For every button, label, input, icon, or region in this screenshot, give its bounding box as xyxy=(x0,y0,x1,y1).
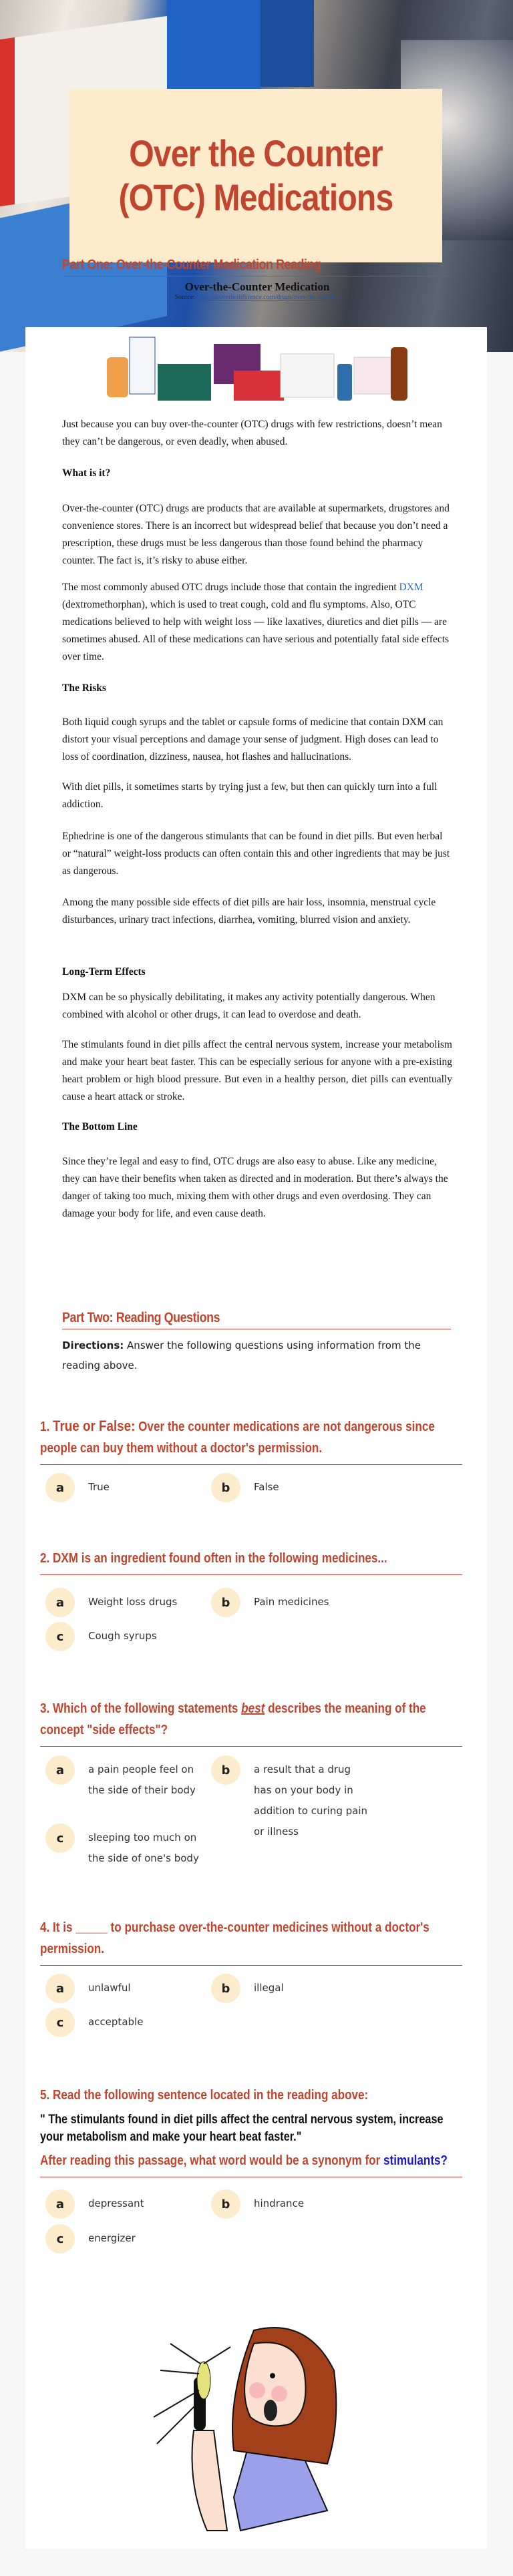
syrup-bottle xyxy=(391,347,407,401)
tavist-box xyxy=(281,354,334,397)
part-two-heading: Part Two: Reading Questions xyxy=(62,1310,451,1329)
what-heading: What is it? xyxy=(62,467,111,479)
risks-paragraph-2: With diet pills, it sometimes starts by trying just a few, but then can quickly turn into a full addiction. xyxy=(62,781,438,810)
q4-option-b[interactable]: b illegal xyxy=(211,1978,411,2003)
advil-box xyxy=(158,364,211,401)
source-link[interactable]: http://abovetheinfluence.com/drugs/over-the-counter/ xyxy=(196,294,340,301)
q4-option-a[interactable]: a unlawful xyxy=(45,1978,246,2003)
question-1: 1. True or False: Over the counter medications are not dangerous since people can buy them without a doctor's permission. xyxy=(40,1416,462,1465)
decongestant-box xyxy=(261,0,314,87)
q5-option-b[interactable]: b hindrance xyxy=(211,2193,411,2219)
long-term-paragraph-1: DXM can be so physically debilitating, it makes any activity potentially dangerous. When combined with alcohol or other drugs, it can lead to overdose and death. xyxy=(62,992,436,1020)
q4-option-c[interactable]: c acceptable xyxy=(45,2012,246,2037)
q5-option-a[interactable]: a depressant xyxy=(45,2193,246,2219)
q5-quote: " The stimulants found in diet pills affect the central nervous system, increase your metabolism and make your heart beat faster." xyxy=(40,2113,444,2144)
one-day-box xyxy=(354,357,391,394)
source-line xyxy=(62,294,452,301)
part-one-heading: Part One: Over-the-Counter Medication Reading xyxy=(62,257,451,276)
long-term-paragraph-2: The stimulants found in diet pills affect the central nervous system, increase your metabolism and make your heart beat faster. This can be especially serious for anyone with a pre-existing heart problem or high blood pressure. But even in a healthy person, diet pills can eventually cause a heart attack or stroke. xyxy=(62,1039,452,1102)
hair-loss-woman-illustration xyxy=(140,2317,361,2537)
intro-paragraph: Just because you can buy over-the-counter (OTC) drugs with few restrictions, doesn’t mean they can’t be dangerous, or even deadly, when abused. xyxy=(62,419,442,447)
q5-option-c[interactable]: c energizer xyxy=(45,2228,246,2253)
dxm-link[interactable]: DXM xyxy=(399,582,423,593)
q1-option-a[interactable]: a True xyxy=(45,1477,246,1502)
directions: Directions: Answer the following questions using information from the reading above. xyxy=(62,1339,421,1371)
motrin-bottle xyxy=(107,357,128,397)
reading-title: Over-the-Counter Medication xyxy=(184,280,330,293)
bottom-line-heading: The Bottom Line xyxy=(62,1121,138,1132)
question-4: 4. It is _____ to purchase over-the-counter medicines without a doctor's permission. xyxy=(40,1917,462,1966)
page-title: Over the Counter (OTC) Medications xyxy=(118,132,393,218)
bottom-line-paragraph: Since they’re legal and easy to find, OTC drugs are also easy to abuse. Like any medicine, they can have their benefits when taken as directed and in moderation. But there’s always the danger of taking too much, mixing them with other drugs and even overdosing. They can damage your body for life, and even cause death. xyxy=(62,1156,448,1219)
question-2: 2. DXM is an ingredient found often in the following medicines... xyxy=(40,1548,462,1575)
risks-paragraph-3: Ephedrine is one of the dangerous stimulants that can be found in diet pills. But even herbal or “natural” weight-loss products can often contain this and other ingredients that may be just as dangerous. xyxy=(62,831,450,877)
title-box xyxy=(69,89,442,262)
source-label: Source: xyxy=(174,294,196,301)
q3-option-a[interactable]: a a pain people feel on the side of their body xyxy=(45,1759,199,1801)
q2-option-a[interactable]: a Weight loss drugs xyxy=(45,1592,246,1617)
tylenol-extra-box xyxy=(234,371,284,401)
risks-heading: The Risks xyxy=(62,682,106,694)
question-5: 5. Read the following sentence located in the reading above: xyxy=(40,2088,369,2103)
what-paragraph-2: The most commonly abused OTC drugs include those that contain the ingredient DXM (dextromethorphan), which is used to treat cough, cold and flu symptoms. Also, OTC medications believed to help with weight loss — like laxatives, diuretics and diet pills — are sometimes abused. All of these medications can have serious and potentially fatal side effects over time. xyxy=(62,582,450,662)
pediacare-box xyxy=(130,337,155,394)
question-3: 3. Which of the following statements best describes the meaning of the concept "side effects"? xyxy=(40,1698,462,1747)
q2-option-c[interactable]: c Cough syrups xyxy=(45,1626,246,1651)
otc-products-image xyxy=(107,327,407,404)
risks-paragraph-1: Both liquid cough syrups and the tablet or capsule forms of medicine that contain DXM can distort your visual perceptions and damage your sense of judgment. High doses can lead to loss of coordination, dizziness, nausea, hot flashes and hallucinations. xyxy=(62,716,444,763)
q3-option-b[interactable]: b a result that a drug has on your body in addition to curing pain or illness xyxy=(211,1759,371,1842)
what-paragraph-1: Over-the-counter (OTC) drugs are products that are available at supermarkets, drugstores and convenience stores. There is an incorrect but widespread belief that because you don’t need a prescription, these drugs must be less dangerous than those found behind the pharmacy counter. The fact is, it’s risky to abuse either. xyxy=(62,503,450,566)
q5-prompt: After reading this passage, what word would be a synonym for stimulants? xyxy=(40,2150,462,2177)
q3-option-c[interactable]: c sleeping too much on the side of one's body xyxy=(45,1828,202,1869)
pepcid-bottle xyxy=(337,364,352,401)
q2-option-b[interactable]: b Pain medicines xyxy=(211,1592,411,1617)
q1-option-b[interactable]: b False xyxy=(211,1477,411,1502)
nasal-box xyxy=(167,0,261,93)
risks-paragraph-4: Among the many possible side effects of diet pills are hair loss, insomnia, menstrual cycle disturbances, urinary tract infections, diarrhea, vomiting, blurred vision and anxiety. xyxy=(62,897,436,925)
long-term-heading: Long-Term Effects xyxy=(62,966,146,978)
